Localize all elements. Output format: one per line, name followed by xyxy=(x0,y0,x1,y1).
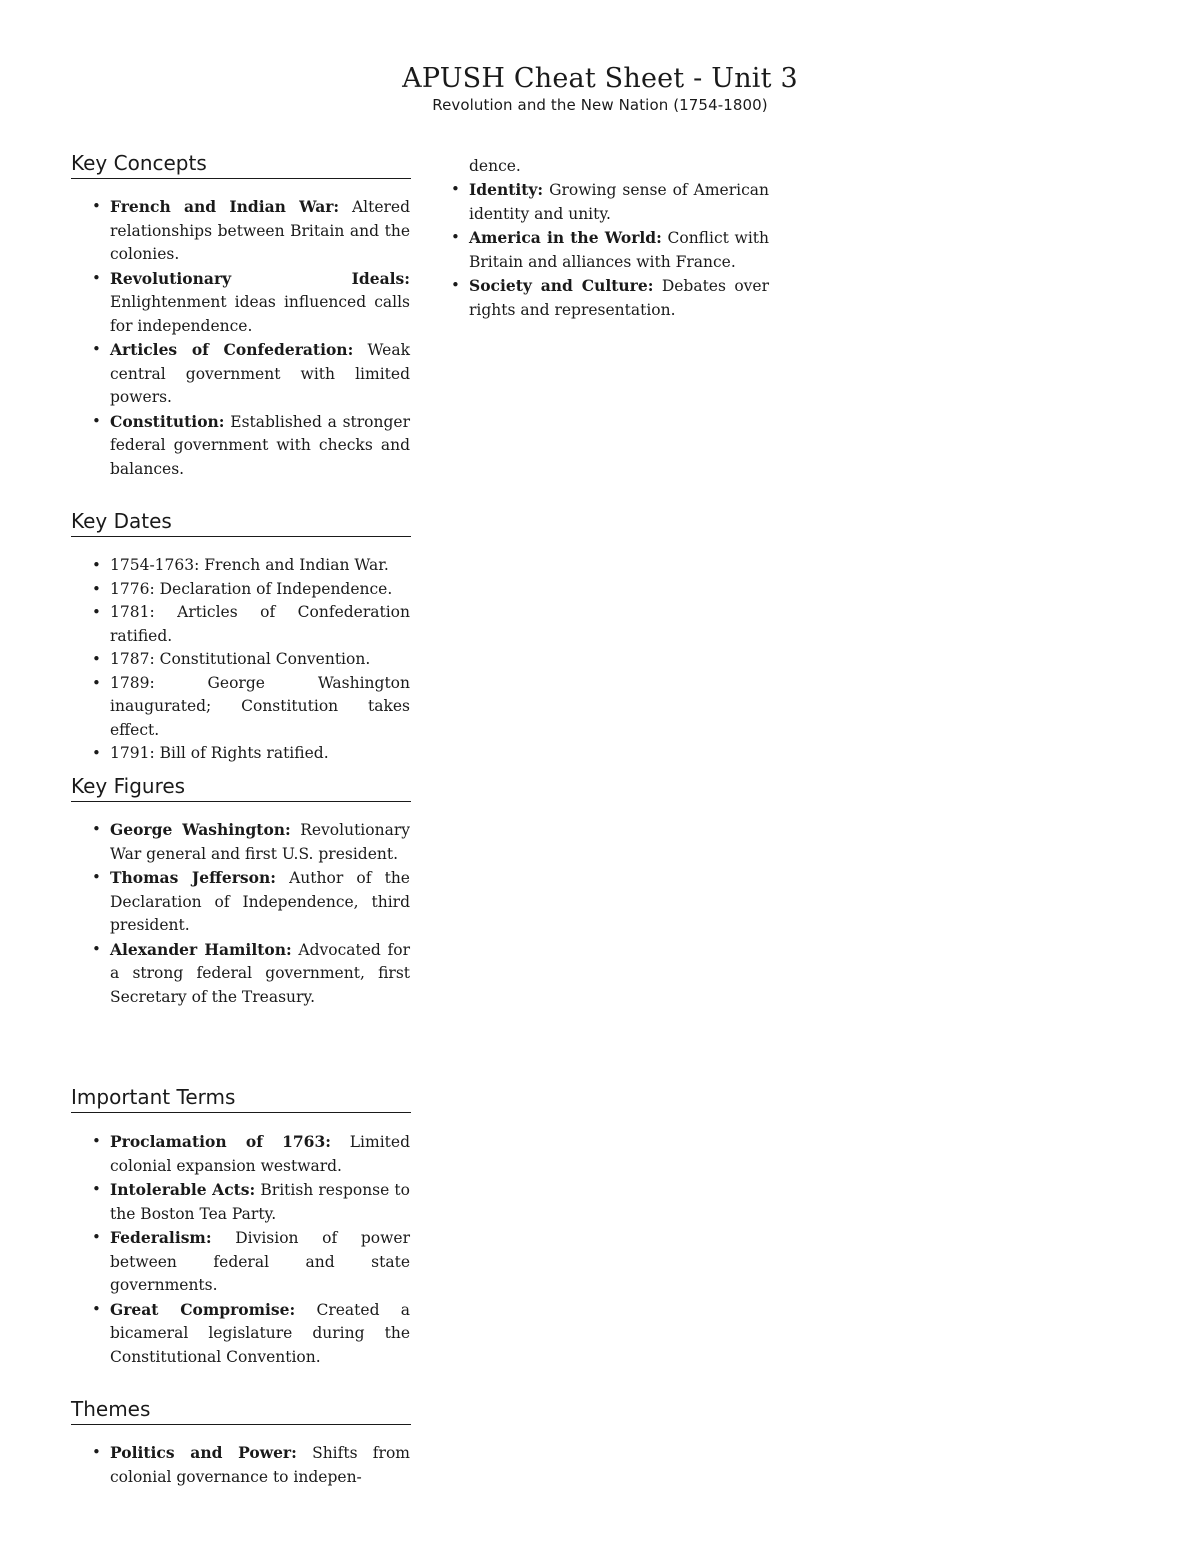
section-heading-key-figures: Key Figures xyxy=(71,773,411,802)
item-text: Division of power between federal and state governments. xyxy=(110,1229,410,1294)
list-item xyxy=(469,178,769,226)
item-term: Society and Culture: xyxy=(469,276,654,295)
list-item xyxy=(110,818,410,866)
section-heading-important-terms: Important Terms xyxy=(71,1084,411,1113)
item-text: Established a stronger federal government with checks and balances. xyxy=(110,412,410,478)
item-text: Created a bicameral legislature during the Constitutional Convention. xyxy=(110,1300,410,1366)
section-heading-key-dates: Key Dates xyxy=(71,508,411,537)
item-term: Proclamation of 1763: xyxy=(110,1132,331,1151)
title-block xyxy=(0,62,1200,114)
item-term: Revolutionary Ideals: xyxy=(110,268,410,288)
list-item: • 1781: Articles of Confederation ratified. xyxy=(110,601,410,648)
key-figures-list xyxy=(110,818,410,1009)
item-term: French and Indian War: xyxy=(110,197,340,216)
list-item xyxy=(110,338,410,410)
list-item xyxy=(110,1298,410,1370)
item-term: Federalism: xyxy=(110,1228,212,1247)
item-text: Altered relationships between Britain and the colonies. xyxy=(110,198,410,263)
list-item: • 1789: George Washington inaugurated; Constitution takes effect. xyxy=(110,672,410,743)
list-item: • 1776: Declaration of Independence. xyxy=(110,578,410,602)
item-text: Weak central government with limited powers. xyxy=(110,341,410,406)
themes-list-part-1 xyxy=(110,1441,410,1489)
list-item xyxy=(469,226,769,274)
item-text: Growing sense of American identity and unity. xyxy=(469,181,769,223)
key-concepts-list xyxy=(110,195,410,481)
list-item xyxy=(110,195,410,267)
item-text: Enlightenment ideas influenced calls for independence. xyxy=(110,293,410,335)
item-term: Constitution: xyxy=(110,411,225,431)
item-term: Great Compromise: xyxy=(110,1299,296,1319)
item-term: Thomas Jefferson: xyxy=(110,868,276,887)
item-term: Articles of Confederation: xyxy=(110,340,354,359)
list-item xyxy=(110,866,410,938)
item-term: George Washington: xyxy=(110,820,291,839)
page-title: APUSH Cheat Sheet - Unit 3 xyxy=(402,63,798,94)
item-text: Advocated for a strong federal government, first Secretary of the Treasury. xyxy=(110,940,410,1006)
themes-list-part-2 xyxy=(469,178,769,322)
important-terms-list xyxy=(110,1130,410,1369)
key-dates-list xyxy=(110,554,410,766)
item-text: Limited colonial expansion westward. xyxy=(110,1133,410,1175)
section-heading-key-concepts: Key Concepts xyxy=(71,150,411,179)
list-item: • 1754-1763: French and Indian War. xyxy=(110,554,410,578)
section-heading-themes: Themes xyxy=(71,1396,411,1425)
list-item xyxy=(110,938,410,1010)
list-item xyxy=(110,1226,410,1298)
item-text: Revolutionary War general and first U.S. president. xyxy=(110,821,410,863)
themes-continuation-text: dence. xyxy=(469,157,521,175)
list-item xyxy=(110,1130,410,1178)
list-item: • 1791: Bill of Rights ratified. xyxy=(110,742,410,766)
list-item: • 1787: Constitutional Convention. xyxy=(110,648,410,672)
item-text: British response to the Boston Tea Party. xyxy=(110,1181,410,1223)
list-item xyxy=(469,274,769,322)
list-item xyxy=(110,267,410,339)
item-text: Conflict with Britain and alliances with France. xyxy=(469,229,769,271)
page-subtitle: Revolution and the New Nation (1754-1800) xyxy=(432,96,768,114)
item-text: Debates over rights and representation. xyxy=(469,277,769,319)
item-text: Author of the Declaration of Independence, third president. xyxy=(110,869,410,934)
item-text: Shifts from colonial governance to indepen- xyxy=(110,1444,410,1486)
item-term: Politics and Power: xyxy=(110,1443,297,1462)
item-term: America in the World: xyxy=(469,228,662,247)
list-item xyxy=(110,1178,410,1226)
list-item xyxy=(110,410,410,482)
item-term: Intolerable Acts: xyxy=(110,1180,256,1199)
item-term: Identity: xyxy=(469,180,544,199)
item-term: Alexander Hamilton: xyxy=(110,939,292,959)
list-item xyxy=(110,1441,410,1489)
